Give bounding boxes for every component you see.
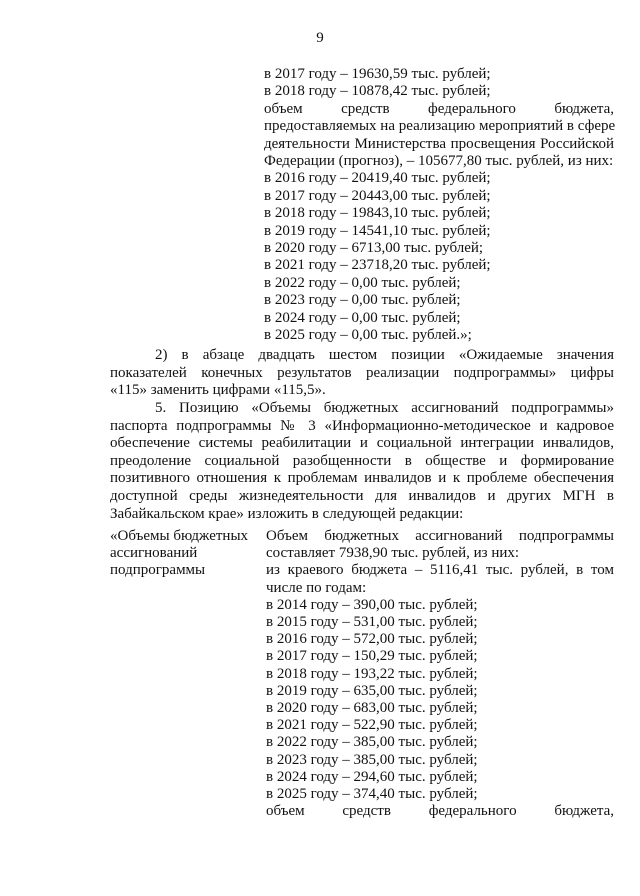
text-line: предоставляемых на реализацию мероприятий в сфере	[264, 118, 616, 135]
text-line: в 2023 году – 0,00 тыс. рублей;	[264, 292, 461, 309]
text-line: в 2016 году – 20419,40 тыс. рублей;	[264, 170, 491, 187]
text-line: деятельности Министерства просвещения Российской	[264, 135, 614, 152]
paragraph-item-5	[110, 400, 614, 523]
table-label-line: подпрограммы	[110, 562, 206, 579]
text-line: объем средств федерального бюджета,	[264, 100, 614, 117]
table-value-line: в 2017 году – 150,29 тыс. рублей;	[266, 648, 478, 665]
table-value-line: в 2021 году – 522,90 тыс. рублей;	[266, 717, 478, 734]
text-line: 5. Позицию «Объемы бюджетных ассигнований подпрограммы»	[155, 400, 614, 416]
table-value-line: в 2023 году – 385,00 тыс. рублей;	[266, 751, 478, 768]
text-line: преодоление социальной разобщенности в обществе и формирование	[110, 452, 614, 469]
text-line: в 2017 году – 20443,00 тыс. рублей;	[264, 187, 491, 204]
table-value-line: объем средств федерального бюджета,	[266, 803, 614, 820]
table-value-line: в 2020 году – 683,00 тыс. рублей;	[266, 700, 478, 717]
table-value-line: в 2014 году – 390,00 тыс. рублей;	[266, 596, 478, 613]
text-line: Забайкальском крае» изложить в следующей редакции:	[110, 505, 464, 522]
paragraph-item-2	[110, 347, 614, 400]
table-value-line: в 2016 году – 572,00 тыс. рублей;	[266, 631, 478, 648]
table-label-line: «Объемы бюджетных	[110, 528, 249, 544]
text-line: «115» заменить цифрами «115,5».	[110, 382, 326, 399]
page-number: 9	[316, 30, 324, 46]
text-line: обеспечение системы реабилитации и социальной интеграции инвалидов,	[110, 435, 614, 452]
table-left-column	[110, 528, 260, 580]
text-line: доступной среды жизнедеятельности для инвалидов и других МГН в	[110, 487, 614, 504]
text-line: в 2017 году – 19630,59 тыс. рублей;	[264, 66, 491, 82]
table-value-line: в 2018 году – 193,22 тыс. рублей;	[266, 665, 478, 682]
text-line: в 2018 году – 19843,10 тыс. рублей;	[264, 205, 491, 222]
table-value-line: в 2015 году – 531,00 тыс. рублей;	[266, 614, 478, 631]
text-line: в 2019 году – 14541,10 тыс. рублей;	[264, 222, 491, 239]
table-value-line: числе по годам:	[266, 579, 367, 596]
text-line: показателей конечных результатов реализации подпрограммы» цифры	[110, 364, 614, 381]
table-value-line: составляет 7938,90 тыс. рублей, из них:	[266, 545, 520, 562]
text-line: в 2025 году – 0,00 тыс. рублей.»;	[264, 327, 472, 344]
text-line: в 2018 году – 10878,42 тыс. рублей;	[264, 83, 491, 100]
text-line: паспорта подпрограммы № 3 «Информационно-методическое и кадровое	[110, 417, 614, 434]
text-line: в 2024 году – 0,00 тыс. рублей;	[264, 309, 461, 326]
table-label-line: ассигнований	[110, 545, 198, 562]
text-line: Федерации (прогноз), – 105677,80 тыс. рублей, из них:	[264, 153, 614, 170]
table-value-line: в 2022 году – 385,00 тыс. рублей;	[266, 734, 478, 751]
text-line: 2) в абзаце двадцать шестом позиции «Ожидаемые значения	[155, 347, 614, 363]
text-line: в 2020 году – 6713,00 тыс. рублей;	[264, 240, 484, 257]
text-line: в 2022 году – 0,00 тыс. рублей;	[264, 274, 461, 291]
table-value-line: в 2019 году – 635,00 тыс. рублей;	[266, 682, 478, 699]
table-value-line: в 2025 году – 374,40 тыс. рублей;	[266, 786, 478, 803]
table-value-line: из краевого бюджета – 5116,41 тыс. рублей, в том	[266, 562, 614, 579]
text-line: в 2021 году – 23718,20 тыс. рублей;	[264, 257, 491, 274]
table-right-column	[266, 528, 614, 820]
funding-list-federal	[264, 66, 614, 345]
text-line: позитивного отношения к проблемам инвалидов и к проблеме обеспечения	[110, 470, 614, 487]
table-value-line: Объем бюджетных ассигнований подпрограммы	[266, 528, 614, 544]
table-value-line: в 2024 году – 294,60 тыс. рублей;	[266, 768, 478, 785]
